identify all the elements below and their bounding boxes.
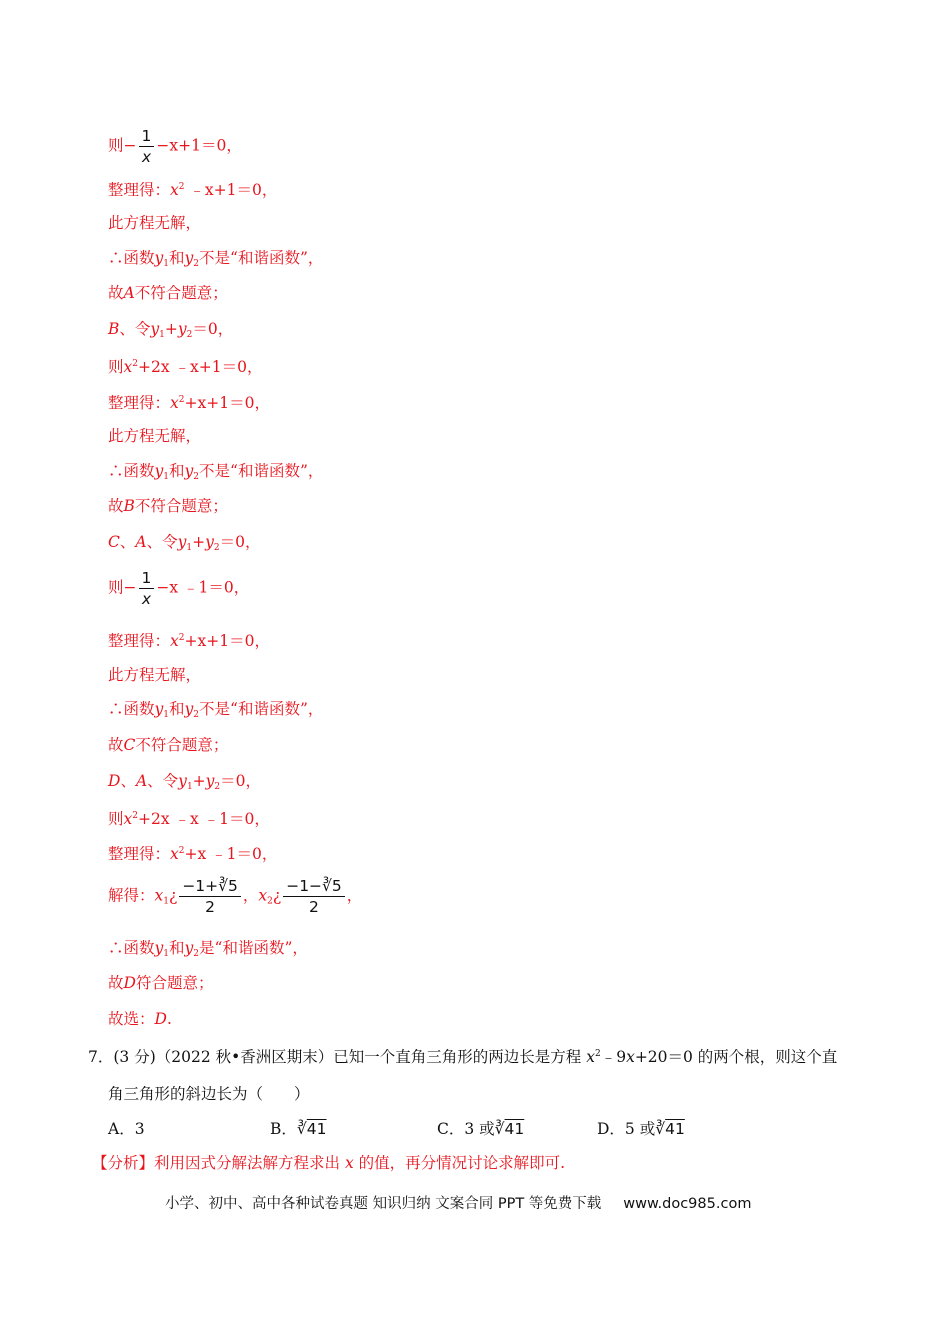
- var: x: [154, 886, 164, 905]
- var: x: [123, 358, 133, 376]
- text: ，: [242, 886, 259, 905]
- subscript: 1: [186, 782, 193, 792]
- var: C: [108, 533, 120, 551]
- page-footer: [165, 1192, 751, 1213]
- var: x: [170, 632, 179, 650]
- text: 是“和谐函数”，: [199, 939, 308, 957]
- denominator: 2: [309, 898, 319, 916]
- subscript: 2: [186, 330, 193, 340]
- footer-text: 小学、初中、高中各种试卷真题 知识归纳 文案合同 PPT 等免费下载: [165, 1196, 602, 1212]
- text: 故: [108, 974, 124, 992]
- text: 故: [108, 736, 124, 754]
- var: y: [177, 533, 187, 551]
- subscript: 1: [163, 710, 170, 720]
- text: ＝0，: [220, 772, 262, 790]
- solution-line-9: [108, 426, 201, 446]
- text: 、令: [146, 533, 178, 551]
- text: 解得：: [108, 886, 155, 905]
- solution-line-18: [108, 771, 261, 797]
- solution-line-6: [108, 319, 233, 345]
- text: .: [166, 1010, 172, 1028]
- subscript: 1: [163, 259, 170, 269]
- var: x: [626, 1048, 635, 1066]
- text: 则−: [108, 578, 137, 597]
- text: −x ﹣1＝0，: [156, 578, 250, 597]
- option-b-label: B．: [270, 1120, 297, 1138]
- text: +2x ﹣x ﹣1＝0，: [138, 810, 270, 828]
- exponent: 2: [132, 359, 138, 369]
- subscript: 2: [267, 896, 273, 907]
- radicand: 41: [504, 1120, 525, 1138]
- subscript: 2: [193, 259, 200, 269]
- exponent: 2: [178, 395, 185, 405]
- solution-line-17: [108, 735, 228, 755]
- text: ﹣x+1＝0，: [184, 181, 278, 199]
- text: 7．(3 分)（2022 秋•香洲区期末）已知一个直角三角形的两边长是方程: [88, 1048, 587, 1066]
- var: C: [123, 736, 136, 754]
- text: 故: [108, 284, 124, 302]
- var: A: [135, 533, 147, 551]
- text: 和: [169, 249, 185, 267]
- var: B: [123, 497, 135, 515]
- solution-line-22: [108, 938, 308, 964]
- text: 则−: [108, 136, 137, 155]
- exponent: 2: [178, 182, 185, 192]
- text: ∴函数: [108, 939, 155, 957]
- subscript: 2: [214, 782, 221, 792]
- option-d[interactable]: [597, 1117, 685, 1139]
- text: 符合题意；: [135, 974, 214, 992]
- fraction: [139, 126, 155, 167]
- var: A: [123, 284, 135, 302]
- exponent: 2: [178, 846, 185, 856]
- text: ¿: [272, 886, 282, 905]
- text: 故选：: [108, 1010, 155, 1028]
- question-7-line-1: [88, 1045, 837, 1067]
- var: D: [154, 1010, 167, 1028]
- var: +y: [192, 772, 215, 790]
- subscript: 1: [163, 896, 169, 907]
- var: y: [184, 249, 194, 267]
- text: −x+1＝0，: [156, 136, 242, 155]
- text: ∴函数: [108, 700, 155, 718]
- solution-line-1: [108, 126, 242, 167]
- solution-line-12: [108, 532, 260, 558]
- denominator: x: [141, 590, 152, 608]
- text: 整理得：: [108, 394, 171, 412]
- radicand: 41: [306, 1120, 327, 1138]
- var: x: [123, 810, 133, 828]
- text: 、令: [119, 320, 151, 338]
- text: 不是“和谐函数”，: [199, 249, 324, 267]
- var: y: [184, 462, 194, 480]
- text: 、令: [147, 772, 179, 790]
- subscript: 2: [193, 710, 200, 720]
- text: ﹣9: [600, 1048, 627, 1066]
- text: +x+1＝0，: [184, 394, 270, 412]
- var: x: [170, 181, 179, 199]
- text: ，: [346, 886, 363, 905]
- subscript: 1: [186, 543, 193, 553]
- text: +x ﹣1＝0，: [184, 845, 278, 863]
- var: A: [135, 772, 148, 790]
- solution-line-19: [108, 806, 270, 829]
- text: ∴函数: [108, 249, 155, 267]
- denominator: x: [141, 148, 152, 166]
- var: y: [154, 700, 164, 718]
- fraction: [139, 568, 155, 609]
- text: 、: [119, 533, 136, 551]
- solution-line-16: [108, 699, 323, 725]
- text: ＝0，: [192, 320, 234, 338]
- var: y: [154, 939, 164, 957]
- text: 此方程无解，: [108, 214, 202, 232]
- radical: [655, 1120, 685, 1138]
- subscript: 2: [193, 949, 200, 959]
- var: y: [150, 320, 160, 338]
- option-c-label: C．3 或: [437, 1120, 495, 1138]
- radicand: 41: [665, 1120, 685, 1138]
- option-b[interactable]: [270, 1117, 327, 1139]
- text: 不是“和谐函数”，: [199, 700, 324, 718]
- option-a-label: A．3: [108, 1120, 145, 1138]
- footer-url[interactable]: www.doc985.com: [623, 1196, 752, 1212]
- option-d-label: D．5 或: [597, 1120, 656, 1138]
- text: 此方程无解，: [108, 666, 202, 684]
- text: 不符合题意；: [135, 736, 229, 754]
- text: 和: [169, 939, 185, 957]
- exponent: 2: [132, 811, 138, 821]
- var: D: [108, 772, 121, 790]
- text: 整理得：: [108, 632, 171, 650]
- var: y: [154, 462, 164, 480]
- solution-line-11: [108, 496, 228, 516]
- var: D: [123, 974, 136, 992]
- option-a[interactable]: [108, 1117, 145, 1139]
- text: 整理得：: [108, 845, 171, 863]
- subscript: 1: [163, 472, 170, 482]
- solution-line-21: [108, 876, 362, 917]
- radical: [495, 1120, 525, 1138]
- text: 则: [108, 358, 124, 376]
- solution-line-3: [108, 213, 201, 233]
- text: 和: [169, 462, 185, 480]
- var: x: [170, 394, 179, 412]
- subscript: 2: [213, 543, 220, 553]
- text: ¿: [169, 886, 178, 905]
- subscript: 1: [159, 330, 165, 340]
- fraction: [283, 876, 345, 917]
- var: +y: [164, 320, 187, 338]
- text: +x+1＝0，: [184, 632, 270, 650]
- var: x: [170, 845, 179, 863]
- var: x: [344, 1154, 354, 1172]
- numerator: 1: [139, 568, 155, 589]
- subscript: 2: [193, 472, 200, 482]
- text: ∴函数: [108, 462, 155, 480]
- numerator: −1+∛5: [179, 876, 241, 897]
- denominator: 2: [205, 898, 216, 916]
- text: 故: [108, 497, 124, 515]
- var: +y: [192, 533, 214, 551]
- solution-line-15: [108, 665, 201, 685]
- solution-line-23: [108, 973, 213, 993]
- fraction: [179, 876, 241, 917]
- numerator: −1−∛5: [283, 876, 345, 897]
- solution-line-10: [108, 461, 323, 487]
- var: x: [586, 1048, 595, 1066]
- solution-line-7: [108, 354, 262, 377]
- text: ＝0，: [219, 533, 261, 551]
- text: 角三角形的斜边长为（ ）: [108, 1085, 310, 1103]
- text: 不符合题意；: [134, 497, 228, 515]
- text: +2x ﹣x+1＝0，: [138, 358, 263, 376]
- analysis-line: [92, 1153, 565, 1173]
- radical-sign: ∛: [494, 1120, 505, 1138]
- var: x: [258, 886, 268, 905]
- question-7-line-2: [108, 1082, 310, 1104]
- solution-line-4: [108, 248, 323, 274]
- numerator: 1: [139, 126, 155, 147]
- text: 整理得：: [108, 181, 171, 199]
- var: y: [178, 772, 187, 790]
- var: y: [184, 939, 194, 957]
- solution-line-14: [108, 628, 270, 651]
- solution-line-2: [108, 177, 277, 200]
- exponent: 2: [178, 633, 185, 643]
- radical-sign: ∛: [296, 1120, 307, 1138]
- radical: [297, 1120, 327, 1138]
- text: 、: [120, 772, 136, 790]
- text: 则: [108, 810, 124, 828]
- subscript: 1: [163, 949, 170, 959]
- solution-line-5: [108, 283, 228, 303]
- text: 不是“和谐函数”，: [199, 462, 324, 480]
- text: 的值，再分情况讨论求解即可.: [353, 1154, 566, 1172]
- var: y: [154, 249, 164, 267]
- exponent: 2: [594, 1049, 601, 1059]
- option-c[interactable]: [437, 1117, 524, 1139]
- text: +20＝0 的两个根，则这个直: [634, 1048, 838, 1066]
- solution-line-20: [108, 841, 277, 864]
- text: 不符合题意；: [134, 284, 228, 302]
- var: B: [108, 320, 120, 338]
- var: y: [184, 700, 194, 718]
- solution-line-24: [108, 1009, 172, 1029]
- text: 此方程无解，: [108, 427, 202, 445]
- text: 和: [169, 700, 185, 718]
- radical-sign: ∛: [655, 1120, 666, 1138]
- text: 【分析】利用因式分解法解方程求出: [92, 1154, 345, 1172]
- solution-line-8: [108, 390, 270, 413]
- solution-line-13: [108, 568, 249, 609]
